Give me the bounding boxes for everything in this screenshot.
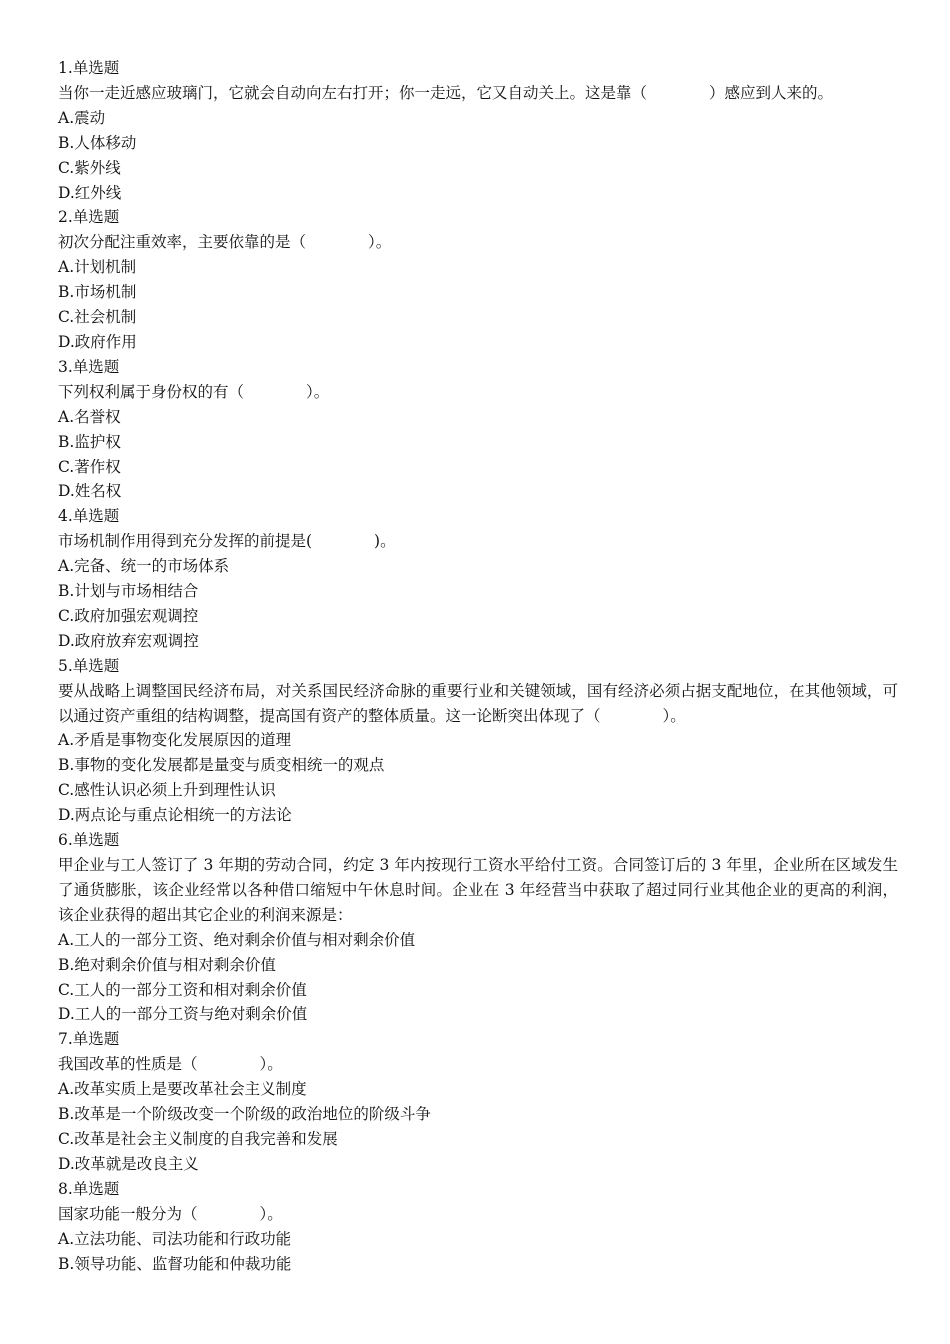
question-4 (58, 504, 898, 653)
option-a: A.立法功能、司法功能和行政功能 (58, 1229, 292, 1248)
question-1 (58, 56, 898, 205)
option-d: D.改革就是改良主义 (58, 1154, 199, 1173)
question-header: 6.单选题 (58, 831, 120, 850)
option-d: D.政府作用 (58, 332, 137, 351)
question-stem: 要从战略上调整国民经济布局，对关系国民经济命脉的重要行业和关键领域，国有经济必须占据支配地位，在其他领域，可以通过资产重组的结构调整，提高国有资产的整体质量。这一论断突出体现了（ ）。 (58, 681, 898, 725)
option-a: A.计划机制 (58, 258, 137, 277)
option-c: C.社会机制 (58, 308, 137, 327)
option-c: C.改革是社会主义制度的自我完善和发展 (58, 1129, 338, 1148)
question-header: 3.单选题 (58, 357, 120, 376)
option-c: C.感性认识必须上升到理性认识 (58, 781, 276, 800)
question-stem: 下列权利属于身份权的有（ ）。 (58, 382, 330, 401)
option-b: B.市场机制 (58, 283, 137, 302)
question-7 (58, 1027, 898, 1176)
question-stem: 我国改革的性质是（ ）。 (58, 1055, 283, 1074)
option-d: D.政府放弃宏观调控 (58, 631, 199, 650)
option-d: D.姓名权 (58, 482, 122, 501)
option-a: A.名誉权 (58, 407, 121, 426)
option-b: B.改革是一个阶级改变一个阶级的政治地位的阶级斗争 (58, 1105, 431, 1124)
option-c: C.紫外线 (58, 158, 121, 177)
question-8 (58, 1177, 898, 1277)
option-d: D.工人的一部分工资与绝对剩余价值 (58, 1005, 308, 1024)
document-page (58, 56, 898, 1276)
option-c: C.著作权 (58, 457, 121, 476)
question-2 (58, 205, 898, 354)
question-header: 5.单选题 (58, 656, 120, 675)
question-3 (58, 355, 898, 504)
option-a: A.震动 (58, 108, 106, 127)
option-a: A.改革实质上是要改革社会主义制度 (58, 1080, 307, 1099)
option-c: C.工人的一部分工资和相对剩余价值 (58, 980, 307, 999)
question-header: 1.单选题 (58, 59, 120, 77)
question-header: 8.单选题 (58, 1179, 120, 1198)
option-d: D.红外线 (58, 183, 122, 202)
question-stem: 国家功能一般分为（ ）。 (58, 1204, 283, 1223)
question-header: 4.单选题 (58, 507, 120, 526)
option-a: A.完备、统一的市场体系 (58, 557, 230, 576)
option-b: B.绝对剩余价值与相对剩余价值 (58, 955, 276, 974)
option-d: D.两点论与重点论相统一的方法论 (58, 806, 292, 825)
option-b: B.事物的变化发展都是量变与质变相统一的观点 (58, 756, 385, 775)
option-a: A.矛盾是事物变化发展原因的道理 (58, 731, 292, 750)
question-header: 2.单选题 (58, 208, 120, 227)
question-stem: 甲企业与工人签订了 3 年期的劳动合同，约定 3 年内按现行工资水平给付工资。合同签订后的 3 年里，企业所在区域发生了通货膨胀，该企业经常以各种借口缩短中午休息时间。企业在 3 年经营当中获取了超过同行业其他企业的更高的利润，该企业获得的超出其它企业的利润来源是： (58, 856, 898, 924)
question-6 (58, 828, 898, 1027)
question-stem: 当你一走近感应玻璃门，它就会自动向左右打开；你一走远，它又自动关上。这是靠（ ）感应到人来的。 (58, 83, 834, 102)
option-c: C.政府加强宏观调控 (58, 606, 199, 625)
question-5 (58, 654, 898, 828)
option-b: B.领导功能、监督功能和仲裁功能 (58, 1254, 292, 1273)
question-stem: 市场机制作用得到充分发挥的前提是( )。 (58, 532, 396, 551)
question-header: 7.单选题 (58, 1030, 120, 1049)
question-stem: 初次分配注重效率，主要依靠的是（ ）。 (58, 233, 392, 252)
option-b: B.计划与市场相结合 (58, 582, 199, 601)
option-b: B.人体移动 (58, 133, 137, 152)
option-b: B.监护权 (58, 432, 121, 451)
option-a: A.工人的一部分工资、绝对剩余价值与相对剩余价值 (58, 930, 416, 949)
